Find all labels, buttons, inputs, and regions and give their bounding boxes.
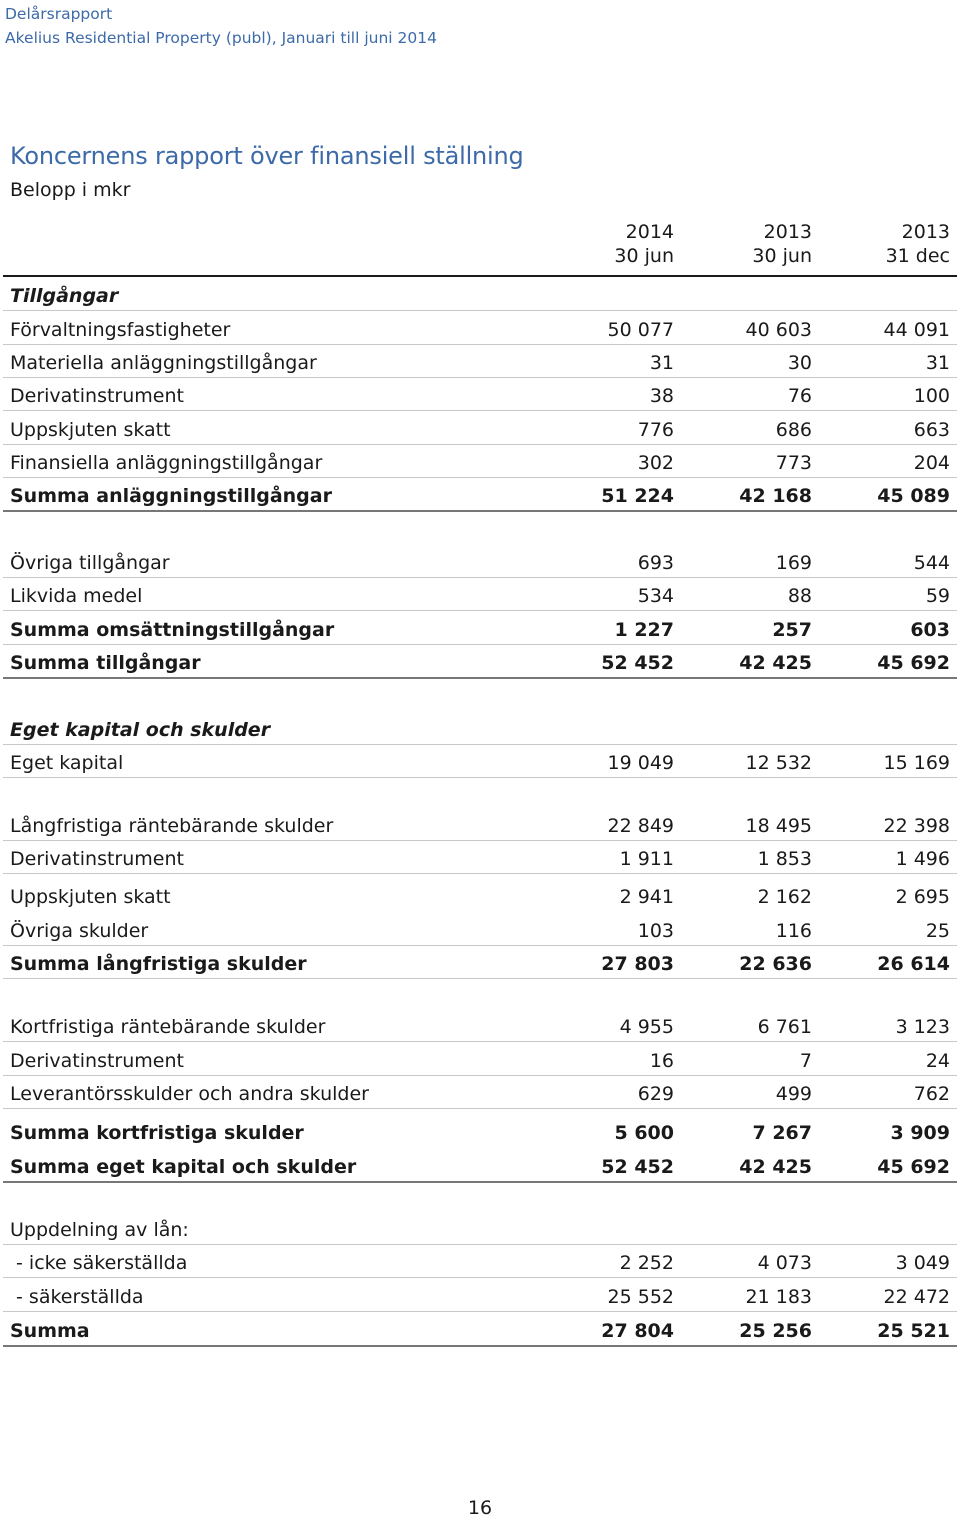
table-row	[3, 444, 957, 478]
row-value-col3: 100	[913, 385, 950, 407]
row-value-col2: 116	[775, 920, 812, 942]
row-value-col1: 1 911	[619, 848, 674, 870]
row-value-col2: 18 495	[745, 815, 812, 837]
column-header-1	[534, 220, 674, 268]
row-label: Summa långfristiga skulder	[10, 953, 307, 975]
row-label: Derivatinstrument	[10, 848, 184, 870]
row-value-col2: 686	[775, 419, 812, 441]
report-company-period: Akelius Residential Property (publ), Januari till juni 2014	[5, 29, 437, 47]
row-value-col1: 1 227	[614, 619, 674, 641]
table-row	[3, 544, 957, 578]
row-value-col2: 25 256	[739, 1320, 812, 1342]
row-value-col1: 52 452	[601, 1156, 674, 1178]
row-value-col2: 42 425	[739, 652, 812, 674]
table-row	[3, 377, 957, 411]
row-label: Summa kortfristiga skulder	[10, 1122, 304, 1144]
column-year: 2013	[763, 221, 812, 243]
row-value-col1: 302	[637, 452, 674, 474]
row-label: Eget kapital	[10, 752, 124, 774]
row-value-col3: 3 123	[895, 1016, 950, 1038]
table-row	[3, 1211, 957, 1245]
column-header-3	[810, 220, 950, 268]
row-label: Summa anläggningstillgångar	[10, 485, 332, 507]
table-row	[3, 878, 957, 911]
row-value-col3: 25 521	[877, 1320, 950, 1342]
row-value-col1: 693	[637, 552, 674, 574]
row-value-col3: 44 091	[883, 319, 950, 341]
row-label: Finansiella anläggningstillgångar	[10, 452, 323, 474]
row-value-col1: 2 252	[619, 1252, 674, 1274]
row-value-col3: 663	[913, 419, 950, 441]
table-row	[3, 411, 957, 445]
row-value-col2: 42 425	[739, 1156, 812, 1178]
page-subtitle: Belopp i mkr	[10, 179, 131, 201]
table-row	[3, 1278, 957, 1312]
row-label: Uppdelning av lån:	[10, 1219, 189, 1241]
row-value-col2: 88	[787, 585, 812, 607]
row-label: Tillgångar	[10, 285, 119, 307]
row-value-col3: 59	[925, 585, 950, 607]
row-label: Derivatinstrument	[10, 385, 184, 407]
row-label: Derivatinstrument	[10, 1050, 184, 1072]
row-label: Långfristiga räntebärande skulder	[10, 815, 334, 837]
column-date: 31 dec	[885, 245, 950, 267]
row-value-col1: 2 941	[619, 886, 674, 908]
row-value-col3: 45 692	[877, 1156, 950, 1178]
table-row	[3, 1075, 957, 1109]
row-value-col2: 76	[787, 385, 812, 407]
row-label: Eget kapital och skulder	[10, 719, 271, 741]
row-value-col3: 22 472	[883, 1286, 950, 1308]
row-value-col3: 26 614	[877, 953, 950, 975]
row-value-col2: 30	[787, 352, 812, 374]
table-row	[3, 840, 957, 874]
row-value-col1: 25 552	[607, 1286, 674, 1308]
row-value-col3: 3 909	[890, 1122, 950, 1144]
report-type: Delårsrapport	[5, 5, 113, 23]
row-label: Övriga tillgångar	[10, 552, 170, 574]
row-value-col1: 38	[649, 385, 674, 407]
row-value-col1: 50 077	[607, 319, 674, 341]
row-value-col3: 22 398	[883, 815, 950, 837]
table-row	[3, 1148, 957, 1183]
report-header	[5, 2, 437, 50]
row-label: Summa eget kapital och skulder	[10, 1156, 357, 1178]
row-label: - icke säkerställda	[10, 1252, 188, 1274]
row-value-col1: 776	[637, 419, 674, 441]
table-row	[3, 577, 957, 611]
row-label: Summa	[10, 1320, 90, 1342]
row-value-col1: 27 804	[601, 1320, 674, 1342]
column-year: 2013	[901, 221, 950, 243]
row-value-col2: 42 168	[739, 485, 812, 507]
column-date: 30 jun	[614, 245, 674, 267]
row-value-col3: 603	[910, 619, 950, 641]
row-value-col2: 4 073	[757, 1252, 812, 1274]
table-row	[3, 311, 957, 345]
row-value-col2: 21 183	[745, 1286, 812, 1308]
row-value-col2: 22 636	[739, 953, 812, 975]
row-value-col2: 499	[775, 1083, 812, 1105]
row-value-col3: 3 049	[895, 1252, 950, 1274]
row-value-col3: 15 169	[883, 752, 950, 774]
row-value-col1: 16	[649, 1050, 674, 1072]
table-row	[3, 1312, 957, 1347]
table-row	[3, 477, 957, 512]
row-label: Likvida medel	[10, 585, 143, 607]
row-value-col3: 45 692	[877, 652, 950, 674]
table-row	[3, 807, 957, 841]
row-value-col1: 5 600	[614, 1122, 674, 1144]
row-value-col1: 103	[637, 920, 674, 942]
row-value-col1: 27 803	[601, 953, 674, 975]
row-value-col3: 31	[925, 352, 950, 374]
column-header-2	[672, 220, 812, 268]
row-value-col1: 22 849	[607, 815, 674, 837]
row-label: Summa tillgångar	[10, 652, 201, 674]
column-year: 2014	[625, 221, 674, 243]
table-row	[3, 1008, 957, 1042]
row-value-col3: 45 089	[877, 485, 950, 507]
row-value-col3: 2 695	[895, 886, 950, 908]
table-row	[3, 1042, 957, 1076]
row-value-col1: 52 452	[601, 652, 674, 674]
row-label: Uppskjuten skatt	[10, 886, 171, 908]
row-value-col1: 534	[637, 585, 674, 607]
row-value-col3: 25	[925, 920, 950, 942]
row-value-col3: 204	[913, 452, 950, 474]
table-row	[3, 277, 957, 311]
row-value-col2: 12 532	[745, 752, 812, 774]
row-value-col2: 169	[775, 552, 812, 574]
table-row	[3, 344, 957, 378]
table-row	[3, 611, 957, 645]
row-value-col1: 19 049	[607, 752, 674, 774]
table-row	[3, 744, 957, 778]
row-value-col3: 1 496	[895, 848, 950, 870]
row-value-col2: 2 162	[757, 886, 812, 908]
column-date: 30 jun	[752, 245, 812, 267]
row-label: Materiella anläggningstillgångar	[10, 352, 317, 374]
row-label: Leverantörsskulder och andra skulder	[10, 1083, 369, 1105]
page-number: 16	[467, 1497, 493, 1519]
table-row	[3, 644, 957, 679]
row-value-col3: 544	[913, 552, 950, 574]
row-value-col2: 40 603	[745, 319, 812, 341]
row-value-col2: 7 267	[752, 1122, 812, 1144]
row-value-col2: 1 853	[757, 848, 812, 870]
row-label: Uppskjuten skatt	[10, 419, 171, 441]
row-value-col3: 762	[913, 1083, 950, 1105]
row-value-col1: 4 955	[619, 1016, 674, 1038]
row-label: Kortfristiga räntebärande skulder	[10, 1016, 326, 1038]
row-label: Summa omsättningstillgångar	[10, 619, 335, 641]
row-value-col2: 7	[799, 1050, 812, 1072]
row-value-col2: 6 761	[757, 1016, 812, 1038]
row-label: - säkerställda	[10, 1286, 144, 1308]
row-value-col2: 773	[775, 452, 812, 474]
row-value-col1: 31	[649, 352, 674, 374]
table-row	[3, 945, 957, 979]
row-value-col2: 257	[772, 619, 812, 641]
table-row	[3, 912, 957, 946]
page-title: Koncernens rapport över finansiell ställning	[10, 142, 524, 170]
row-value-col1: 51 224	[601, 485, 674, 507]
table-row	[3, 1244, 957, 1278]
table-row	[3, 711, 957, 745]
row-label: Övriga skulder	[10, 920, 149, 942]
row-value-col1: 629	[637, 1083, 674, 1105]
table-row	[3, 1114, 957, 1147]
row-value-col3: 24	[925, 1050, 950, 1072]
row-label: Förvaltningsfastigheter	[10, 319, 231, 341]
